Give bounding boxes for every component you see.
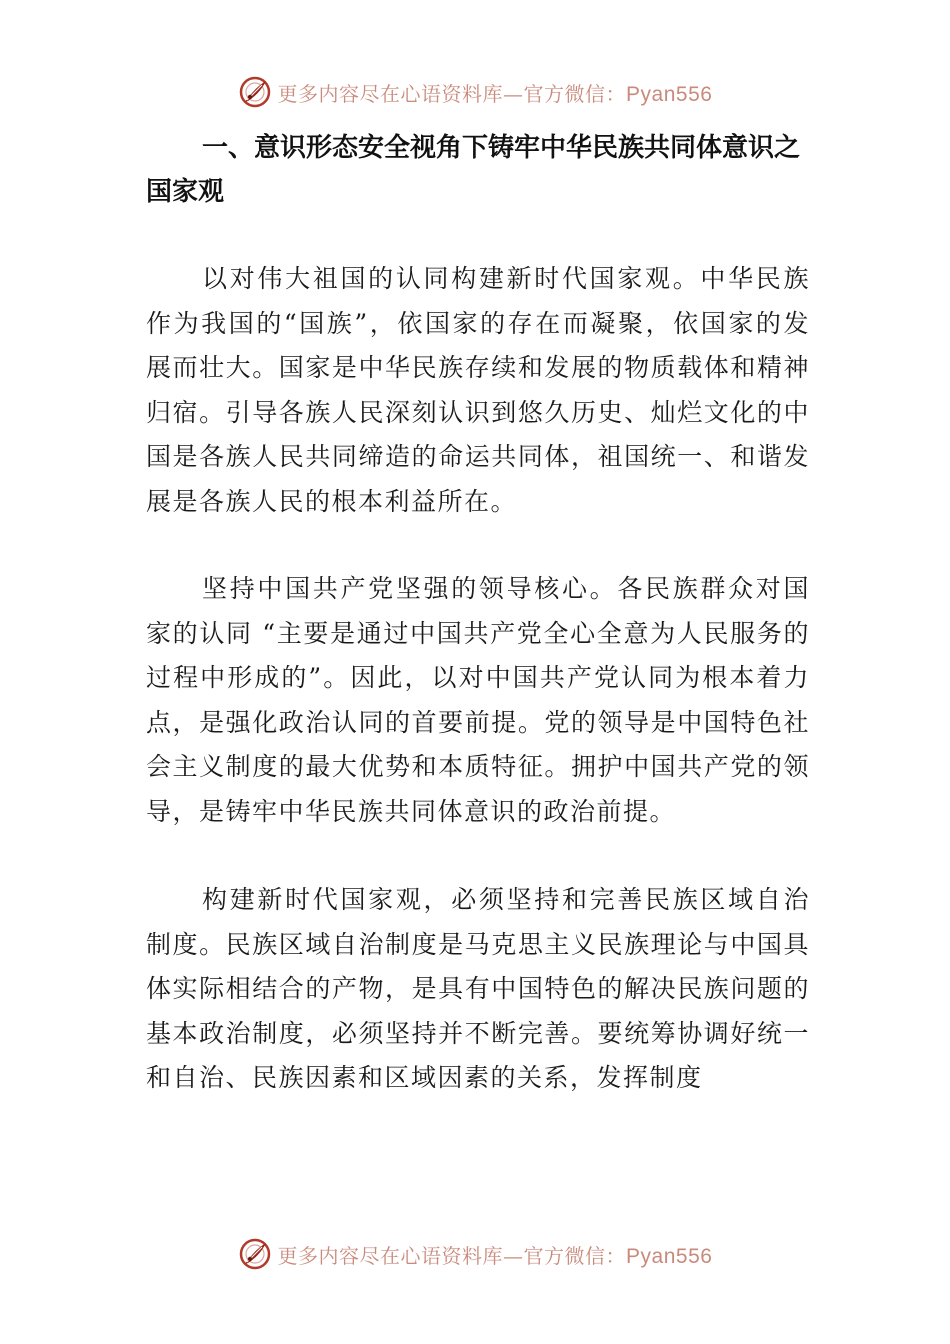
header-banner [0,70,950,114]
section-heading: 一、意识形态安全视角下铸牢中华民族共同体意识之国家观 [146,133,801,207]
banner-slogan: 更多内容尽在心语资料库—官方微信： [277,81,627,106]
wechat-handle: Pyan556 [626,82,713,106]
wechat-handle: Pyan556 [626,1244,713,1268]
paragraph-regional-autonomy: 构建新时代国家观，必须坚持和完善民族区域自治制度。民族区域自治制度是马克思主义民族理论与中国具体实际相结合的产物，是具有中国特色的解决民族问题的基本政治制度，必须坚持并不断完善。要统筹协调好统一和自治、民族因素和区域因素的关系，发挥制度 [146,885,810,1093]
footer-banner [0,1232,950,1276]
paragraph-party-leadership: 坚持中国共产党坚强的领导核心。各民族群众对国家的认同 “主要是通过中国共产党全心全意为人民服务的过程中形成的”。因此，以对中国共产党认同为根本着力点，是强化政治认同的首要前提。党的领导是中国特色社会主义制度的最大优势和本质特征。拥护中国共产党的领导，是铸牢中华民族共同体意识的政治前提。 [146,574,810,826]
banner-text [278,78,713,107]
feather-quill-logo [238,75,272,109]
paragraph-national-identity: 以对伟大祖国的认同构建新时代国家观。中华民族作为我国的“国族”，依国家的存在而凝聚，依国家的发展而壮大。国家是中华民族存续和发展的物质载体和精神归宿。引导各族人民深刻认识到悠久历史、灿烂文化的中国是各族人民共同缔造的命运共同体，祖国统一、和谐发展是各族人民的根本利益所在。 [146,264,810,516]
banner-slogan: 更多内容尽在心语资料库—官方微信： [277,1243,627,1268]
banner-text [278,1240,713,1269]
feather-quill-logo [238,1237,272,1271]
